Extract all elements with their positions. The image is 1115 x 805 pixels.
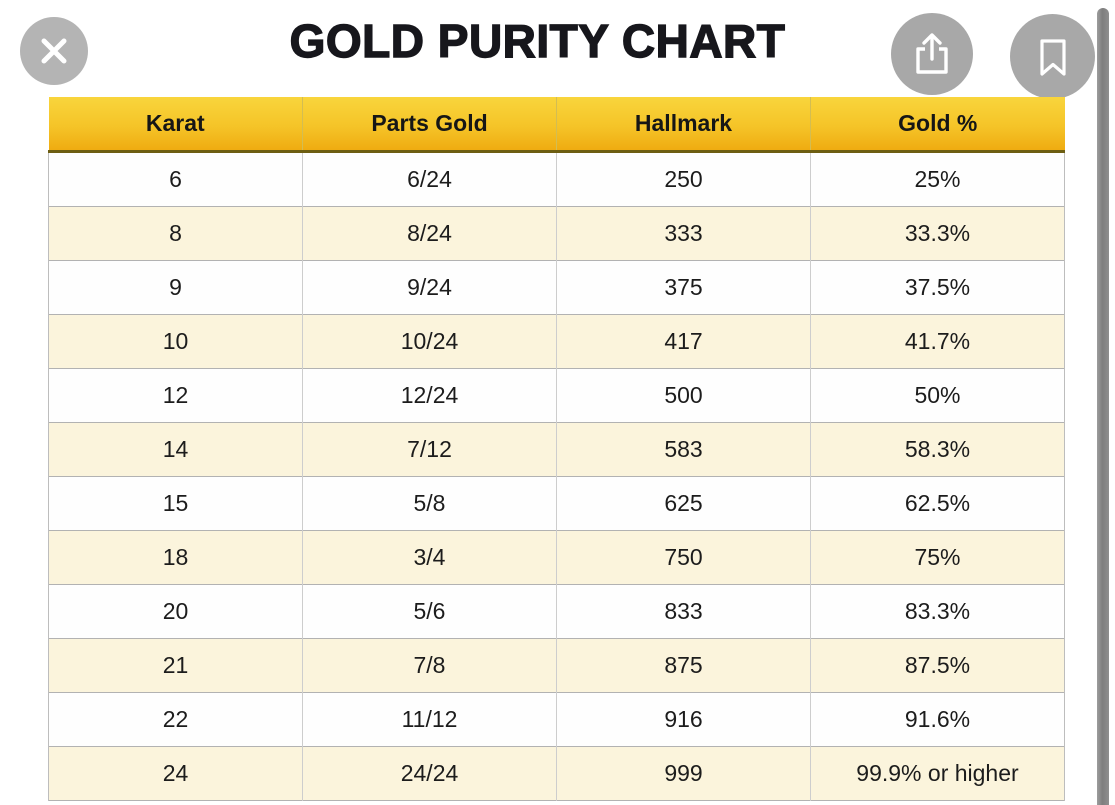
table-row bbox=[49, 207, 1065, 261]
table-cell: 3/4 bbox=[303, 531, 557, 585]
table-row bbox=[49, 639, 1065, 693]
table-cell: 625 bbox=[557, 477, 811, 531]
table-cell: 6/24 bbox=[303, 152, 557, 207]
table-row bbox=[49, 369, 1065, 423]
table-cell: 24 bbox=[49, 747, 303, 801]
table-cell: 62.5% bbox=[811, 477, 1065, 531]
table-cell: 87.5% bbox=[811, 639, 1065, 693]
table-cell: 58.3% bbox=[811, 423, 1065, 477]
table-cell: 875 bbox=[557, 639, 811, 693]
table-body bbox=[49, 152, 1065, 801]
table-cell: 5/6 bbox=[303, 585, 557, 639]
table-cell: 12 bbox=[49, 369, 303, 423]
table-header-row bbox=[49, 97, 1065, 152]
table-cell: 20 bbox=[49, 585, 303, 639]
table-cell: 75% bbox=[811, 531, 1065, 585]
page-title: GOLD PURITY CHART bbox=[289, 15, 786, 67]
table-cell: 91.6% bbox=[811, 693, 1065, 747]
table-cell: 375 bbox=[557, 261, 811, 315]
table-row bbox=[49, 315, 1065, 369]
table-cell: 11/12 bbox=[303, 693, 557, 747]
table-row bbox=[49, 152, 1065, 207]
table-row bbox=[49, 747, 1065, 801]
table-cell: 583 bbox=[557, 423, 811, 477]
table-cell: 750 bbox=[557, 531, 811, 585]
table-cell: 417 bbox=[557, 315, 811, 369]
table-cell: 250 bbox=[557, 152, 811, 207]
table-cell: 9 bbox=[49, 261, 303, 315]
table-cell: 999 bbox=[557, 747, 811, 801]
gold-purity-table bbox=[48, 97, 1065, 801]
share-icon bbox=[908, 30, 956, 78]
table-cell: 99.9% or higher bbox=[811, 747, 1065, 801]
table-cell: 18 bbox=[49, 531, 303, 585]
table-cell: 83.3% bbox=[811, 585, 1065, 639]
table-cell: 5/8 bbox=[303, 477, 557, 531]
column-header: Karat bbox=[49, 97, 303, 152]
table-cell: 15 bbox=[49, 477, 303, 531]
table-cell: 12/24 bbox=[303, 369, 557, 423]
table-cell: 500 bbox=[557, 369, 811, 423]
table-cell: 833 bbox=[557, 585, 811, 639]
table-cell: 10/24 bbox=[303, 315, 557, 369]
table-cell: 333 bbox=[557, 207, 811, 261]
table-cell: 7/8 bbox=[303, 639, 557, 693]
bookmark-button[interactable] bbox=[1010, 14, 1095, 99]
table-row bbox=[49, 261, 1065, 315]
table-cell: 24/24 bbox=[303, 747, 557, 801]
table-cell: 22 bbox=[49, 693, 303, 747]
table-row bbox=[49, 531, 1065, 585]
table-cell: 916 bbox=[557, 693, 811, 747]
table-cell: 50% bbox=[811, 369, 1065, 423]
table-cell: 8/24 bbox=[303, 207, 557, 261]
table-cell: 14 bbox=[49, 423, 303, 477]
table-cell: 37.5% bbox=[811, 261, 1065, 315]
table-cell: 25% bbox=[811, 152, 1065, 207]
table-cell: 10 bbox=[49, 315, 303, 369]
table-cell: 41.7% bbox=[811, 315, 1065, 369]
share-button[interactable] bbox=[891, 13, 973, 95]
table-row bbox=[49, 585, 1065, 639]
table-cell: 33.3% bbox=[811, 207, 1065, 261]
column-header: Gold % bbox=[811, 97, 1065, 152]
table-cell: 7/12 bbox=[303, 423, 557, 477]
column-header: Parts Gold bbox=[303, 97, 557, 152]
table-cell: 21 bbox=[49, 639, 303, 693]
table-cell: 6 bbox=[49, 152, 303, 207]
table-cell: 8 bbox=[49, 207, 303, 261]
table-row bbox=[49, 693, 1065, 747]
column-header: Hallmark bbox=[557, 97, 811, 152]
scrollbar[interactable] bbox=[1097, 8, 1109, 805]
bookmark-icon bbox=[1029, 33, 1077, 81]
table-row bbox=[49, 477, 1065, 531]
table-cell: 9/24 bbox=[303, 261, 557, 315]
table-row bbox=[49, 423, 1065, 477]
